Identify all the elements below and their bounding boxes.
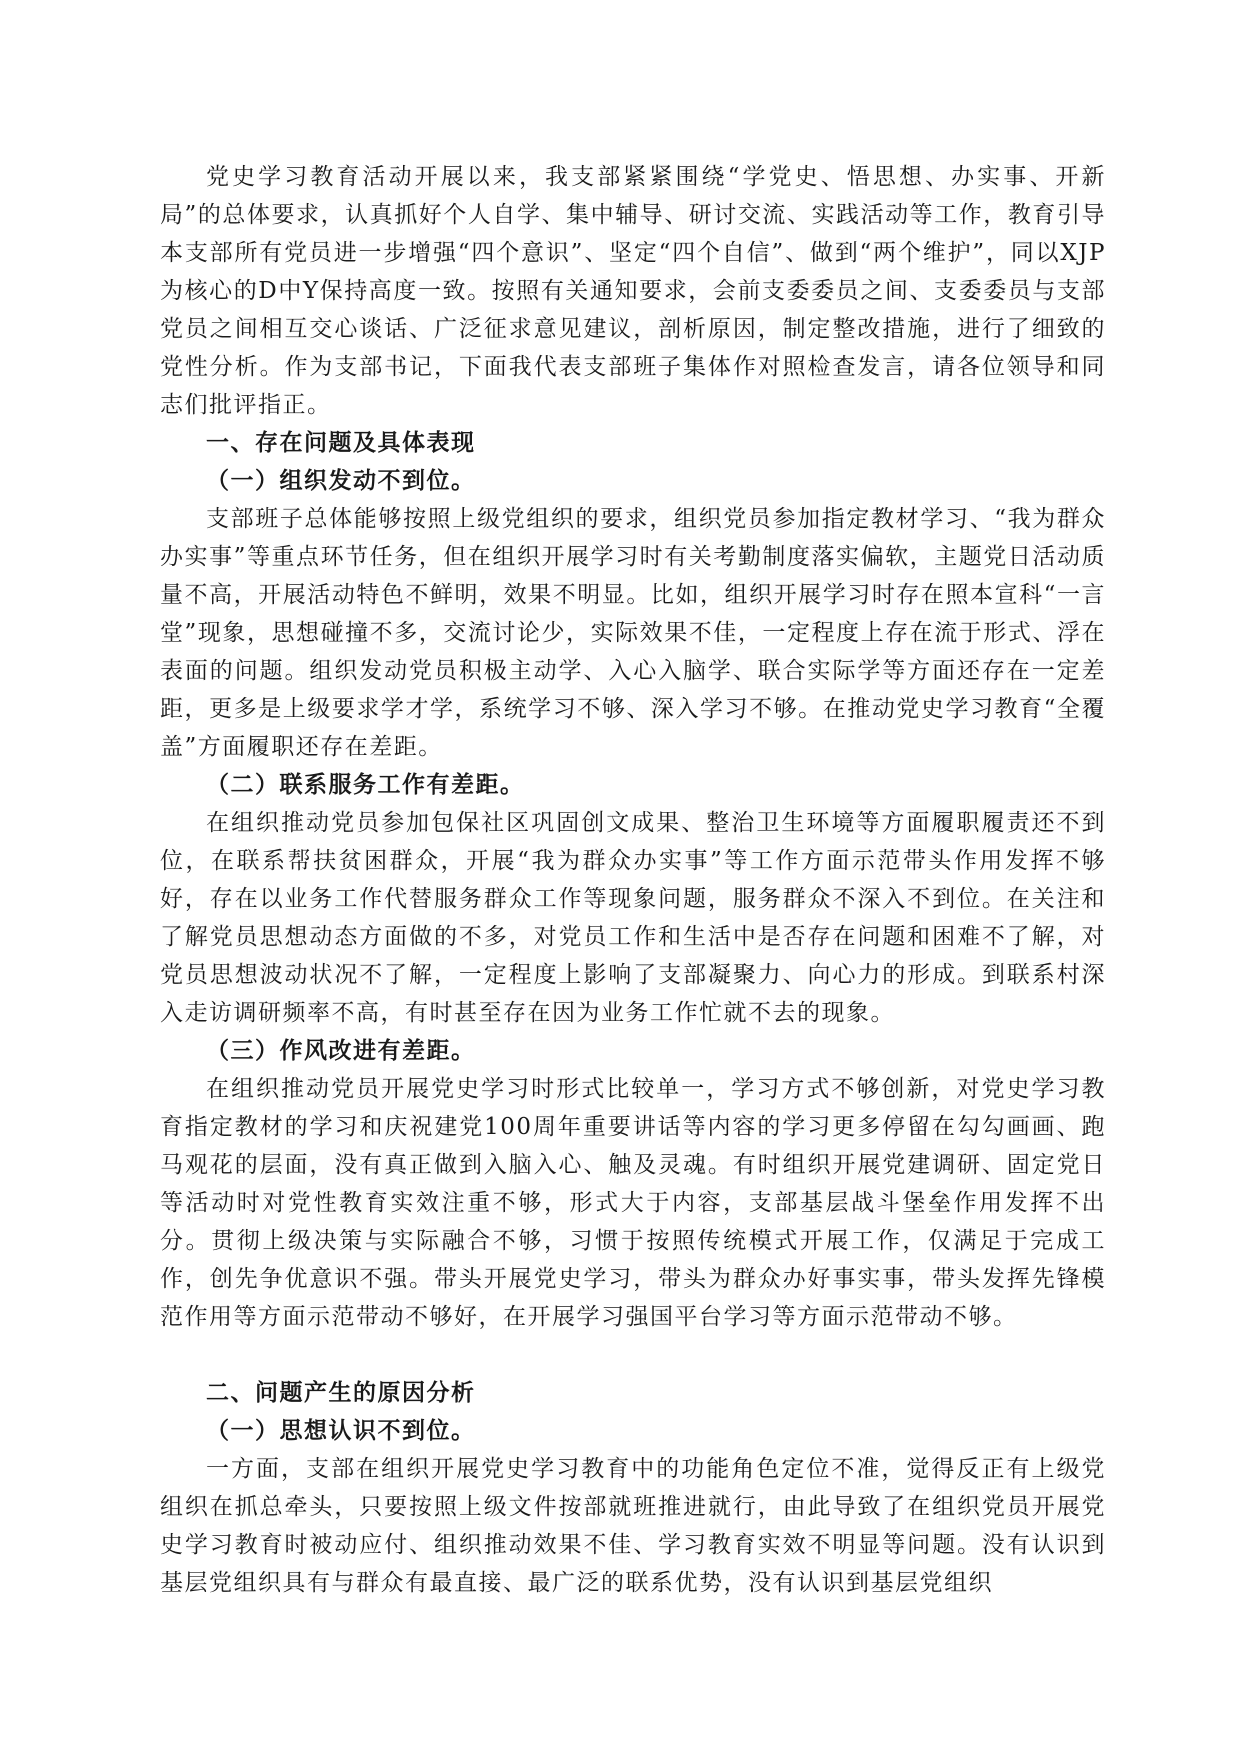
section2-heading: 二、问题产生的原因分析 — [206, 1379, 476, 1406]
section1-sub1-body: 支部班子总体能够按照上级党组织的要求，组织党员参加指定教材学习、“我为群众办实事”等重点环节任务，但在组织开展学习时有关考勤制度落实偏软，主题党日活动质量不高，开展活动特色不鲜明，效果不明显。比如，组织开展学习时存在照本宣科“一言堂”现象，思想碰撞不多，交流讨论少，实际效果不佳，一定程度上存在流于形式、浮在表面的问题。组织发动党员积极主动学、入心入脑学、联合实际学等方面还存在一定差距，更多是上级要求学才学，系统学习不够、深入学习不够。在推动党史学习教育“全覆盖”方面履职还存在差距。 — [160, 506, 1106, 760]
section-spacer — [160, 1336, 1106, 1374]
section1-sub3-heading: （三）作风改进有差距。 — [206, 1037, 476, 1064]
section1-heading: 一、存在问题及具体表现 — [206, 429, 476, 456]
section1-sub1-heading: （一）组织发动不到位。 — [206, 467, 476, 494]
section1-sub2-body: 在组织推动党员参加包保社区巩固创文成果、整治卫生环境等方面履职履责还不到位，在联系帮扶贫困群众，开展“我为群众办实事”等工作方面示范带头作用发挥不够好，存在以业务工作代替服务群众工作等现象问题，服务群众不深入不到位。在关注和了解党员思想动态方面做的不多，对党员工作和生活中是否存在问题和困难不了解，对党员思想波动状况不了解，一定程度上影响了支部凝聚力、向心力的形成。到联系村深入走访调研频率不高，有时甚至存在因为业务工作忙就不去的现象。 — [160, 810, 1106, 1026]
section2-sub1-body: 一方面，支部在组织开展党史学习教育中的功能角色定位不准，觉得反正有上级党组织在抓总牵头，只要按照上级文件按部就班推进就行，由此导致了在组织党员开展党史学习教育时被动应付、组织推动效果不佳、学习教育实效不明显等问题。没有认识到基层党组织具有与群众有最直接、最广泛的联系优势，没有认识到基层党组织 — [160, 1456, 1106, 1596]
section1-sub2-heading: （二）联系服务工作有差距。 — [206, 771, 525, 798]
intro-paragraph: 党史学习教育活动开展以来，我支部紧紧围绕“学党史、悟思想、办实事、开新局”的总体要求，认真抓好个人自学、集中辅导、研讨交流、实践活动等工作，教育引导本支部所有党员进一步增强“四个意识”、坚定“四个自信”、做到“两个维护”，同以XJP为核心的D中Y保持高度一致。按照有关通知要求，会前支委委员之间、支委委员与支部党员之间相互交心谈话、广泛征求意见建议，剖析原因，制定整改措施，进行了细致的党性分析。作为支部书记，下面我代表支部班子集体作对照检查发言，请各位领导和同志们批评指正。 — [160, 164, 1106, 418]
section1-sub3-body: 在组织推动党员开展党史学习时形式比较单一，学习方式不够创新，对党史学习教育指定教材的学习和庆祝建党100周年重要讲话等内容的学习更多停留在勾勾画画、跑马观花的层面，没有真正做到入脑入心、触及灵魂。有时组织开展党建调研、固定党日等活动时对党性教育实效注重不够，形式大于内容，支部基层战斗堡垒作用发挥不出分。贯彻上级决策与实际融合不够，习惯于按照传统模式开展工作，仅满足于完成工作，创先争优意识不强。带头开展党史学习，带头为群众办好事实事，带头发挥先锋模范作用等方面示范带动不够好，在开展学习强国平台学习等方面示范带动不够。 — [160, 1076, 1106, 1330]
document-page — [160, 158, 1106, 1602]
section2-sub1-heading: （一）思想认识不到位。 — [206, 1417, 476, 1444]
